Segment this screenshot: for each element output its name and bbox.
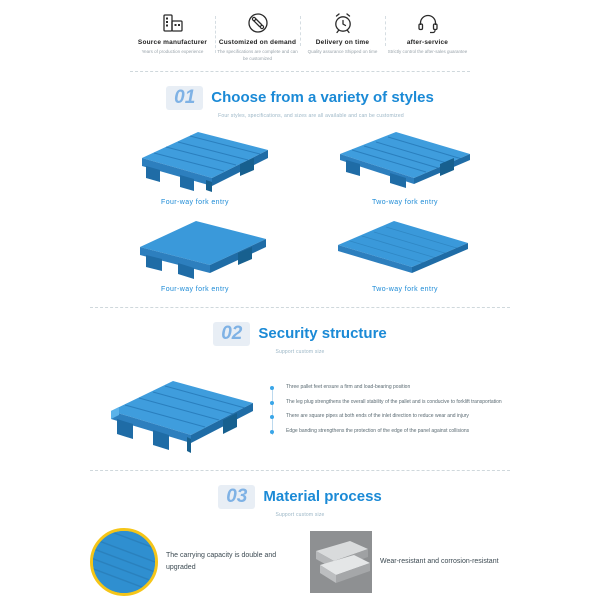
feature-title: Delivery on time (315, 39, 370, 46)
section-title: Choose from a variety of styles (211, 89, 434, 106)
section-header-02 (0, 322, 600, 346)
feature-desc: Strictly control the after-sales guarantee (387, 49, 468, 54)
pallet-open-deck-four-way-image (90, 127, 300, 195)
section-subtitle-02: Support custom size (275, 348, 325, 355)
section-header-03 (0, 485, 600, 509)
feature-item-delivery-on-time (300, 10, 385, 56)
feature-title: Source manufacturer (137, 39, 208, 46)
style-cell (300, 127, 510, 210)
material-item-wear-resistant (310, 531, 510, 593)
section-header-01 (0, 86, 600, 110)
alarm-clock-icon (302, 10, 383, 36)
galvanized-steel-sheet-image (310, 531, 372, 593)
security-structure-body (90, 365, 510, 460)
styles-grid (90, 127, 510, 297)
feature-item-after-service (385, 10, 470, 56)
pallet-closed-deck-four-way-image (90, 214, 300, 282)
feature-desc: Quality assurance Shipped on time (307, 49, 378, 54)
feature-strip (130, 0, 470, 72)
section-subtitle-03: Support custom size (275, 511, 325, 518)
pallet-open-deck-two-way-image (300, 127, 510, 195)
section-title: Material process (263, 488, 382, 505)
bullet-item: The leg plug strengthens the overall stability of the pallet and is conducive to forklift transportation (282, 398, 510, 407)
feature-title: Customized on demand (218, 39, 297, 46)
feature-item-source-manufacturer (130, 10, 215, 56)
style-cell (90, 127, 300, 210)
factory-icon (132, 10, 213, 36)
material-text: Wear-resistant and corrosion-resistant (380, 557, 499, 565)
material-process-body (90, 528, 510, 596)
style-caption: Four-way fork entry (161, 198, 229, 206)
section-number: 01 (166, 86, 203, 110)
pallet-structure-detail-image (90, 365, 270, 460)
style-cell (90, 214, 300, 297)
feature-desc: The specifications are complete and can be customized (217, 49, 298, 61)
tools-icon (217, 10, 298, 36)
section-divider (90, 307, 510, 308)
feature-item-customized-on-demand (215, 10, 300, 63)
section-number: 02 (213, 322, 250, 346)
section-divider (90, 470, 510, 471)
material-item-carrying-capacity (90, 528, 290, 596)
section-title: Security structure (258, 325, 387, 342)
material-text: The carrying capacity is double and upgraded (166, 552, 277, 571)
bullet-item: There are square pipes at both ends of the inlet direction to reduce wear and injury (282, 412, 510, 421)
style-caption: Two-way fork entry (372, 285, 438, 293)
security-bullet-list (270, 383, 510, 441)
blue-pallet-surface-circle-image (90, 528, 158, 596)
section-number: 03 (218, 485, 255, 509)
feature-title: after-service (406, 39, 449, 46)
style-cell (300, 214, 510, 297)
section-subtitle-01: Four styles, specifications, and sizes are all available and can be customized (218, 112, 404, 119)
style-caption: Four-way fork entry (161, 285, 229, 293)
feature-desc: Years of production experience (141, 49, 204, 54)
bullet-item: Edge banding strengthens the protection of the edge of the panel against collisions (282, 427, 510, 436)
style-caption: Two-way fork entry (372, 198, 438, 206)
pallet-closed-deck-two-way-image (300, 214, 510, 282)
headset-icon (387, 10, 468, 36)
bullet-item: Three pallet feet ensure a firm and load-bearing position (282, 383, 510, 392)
